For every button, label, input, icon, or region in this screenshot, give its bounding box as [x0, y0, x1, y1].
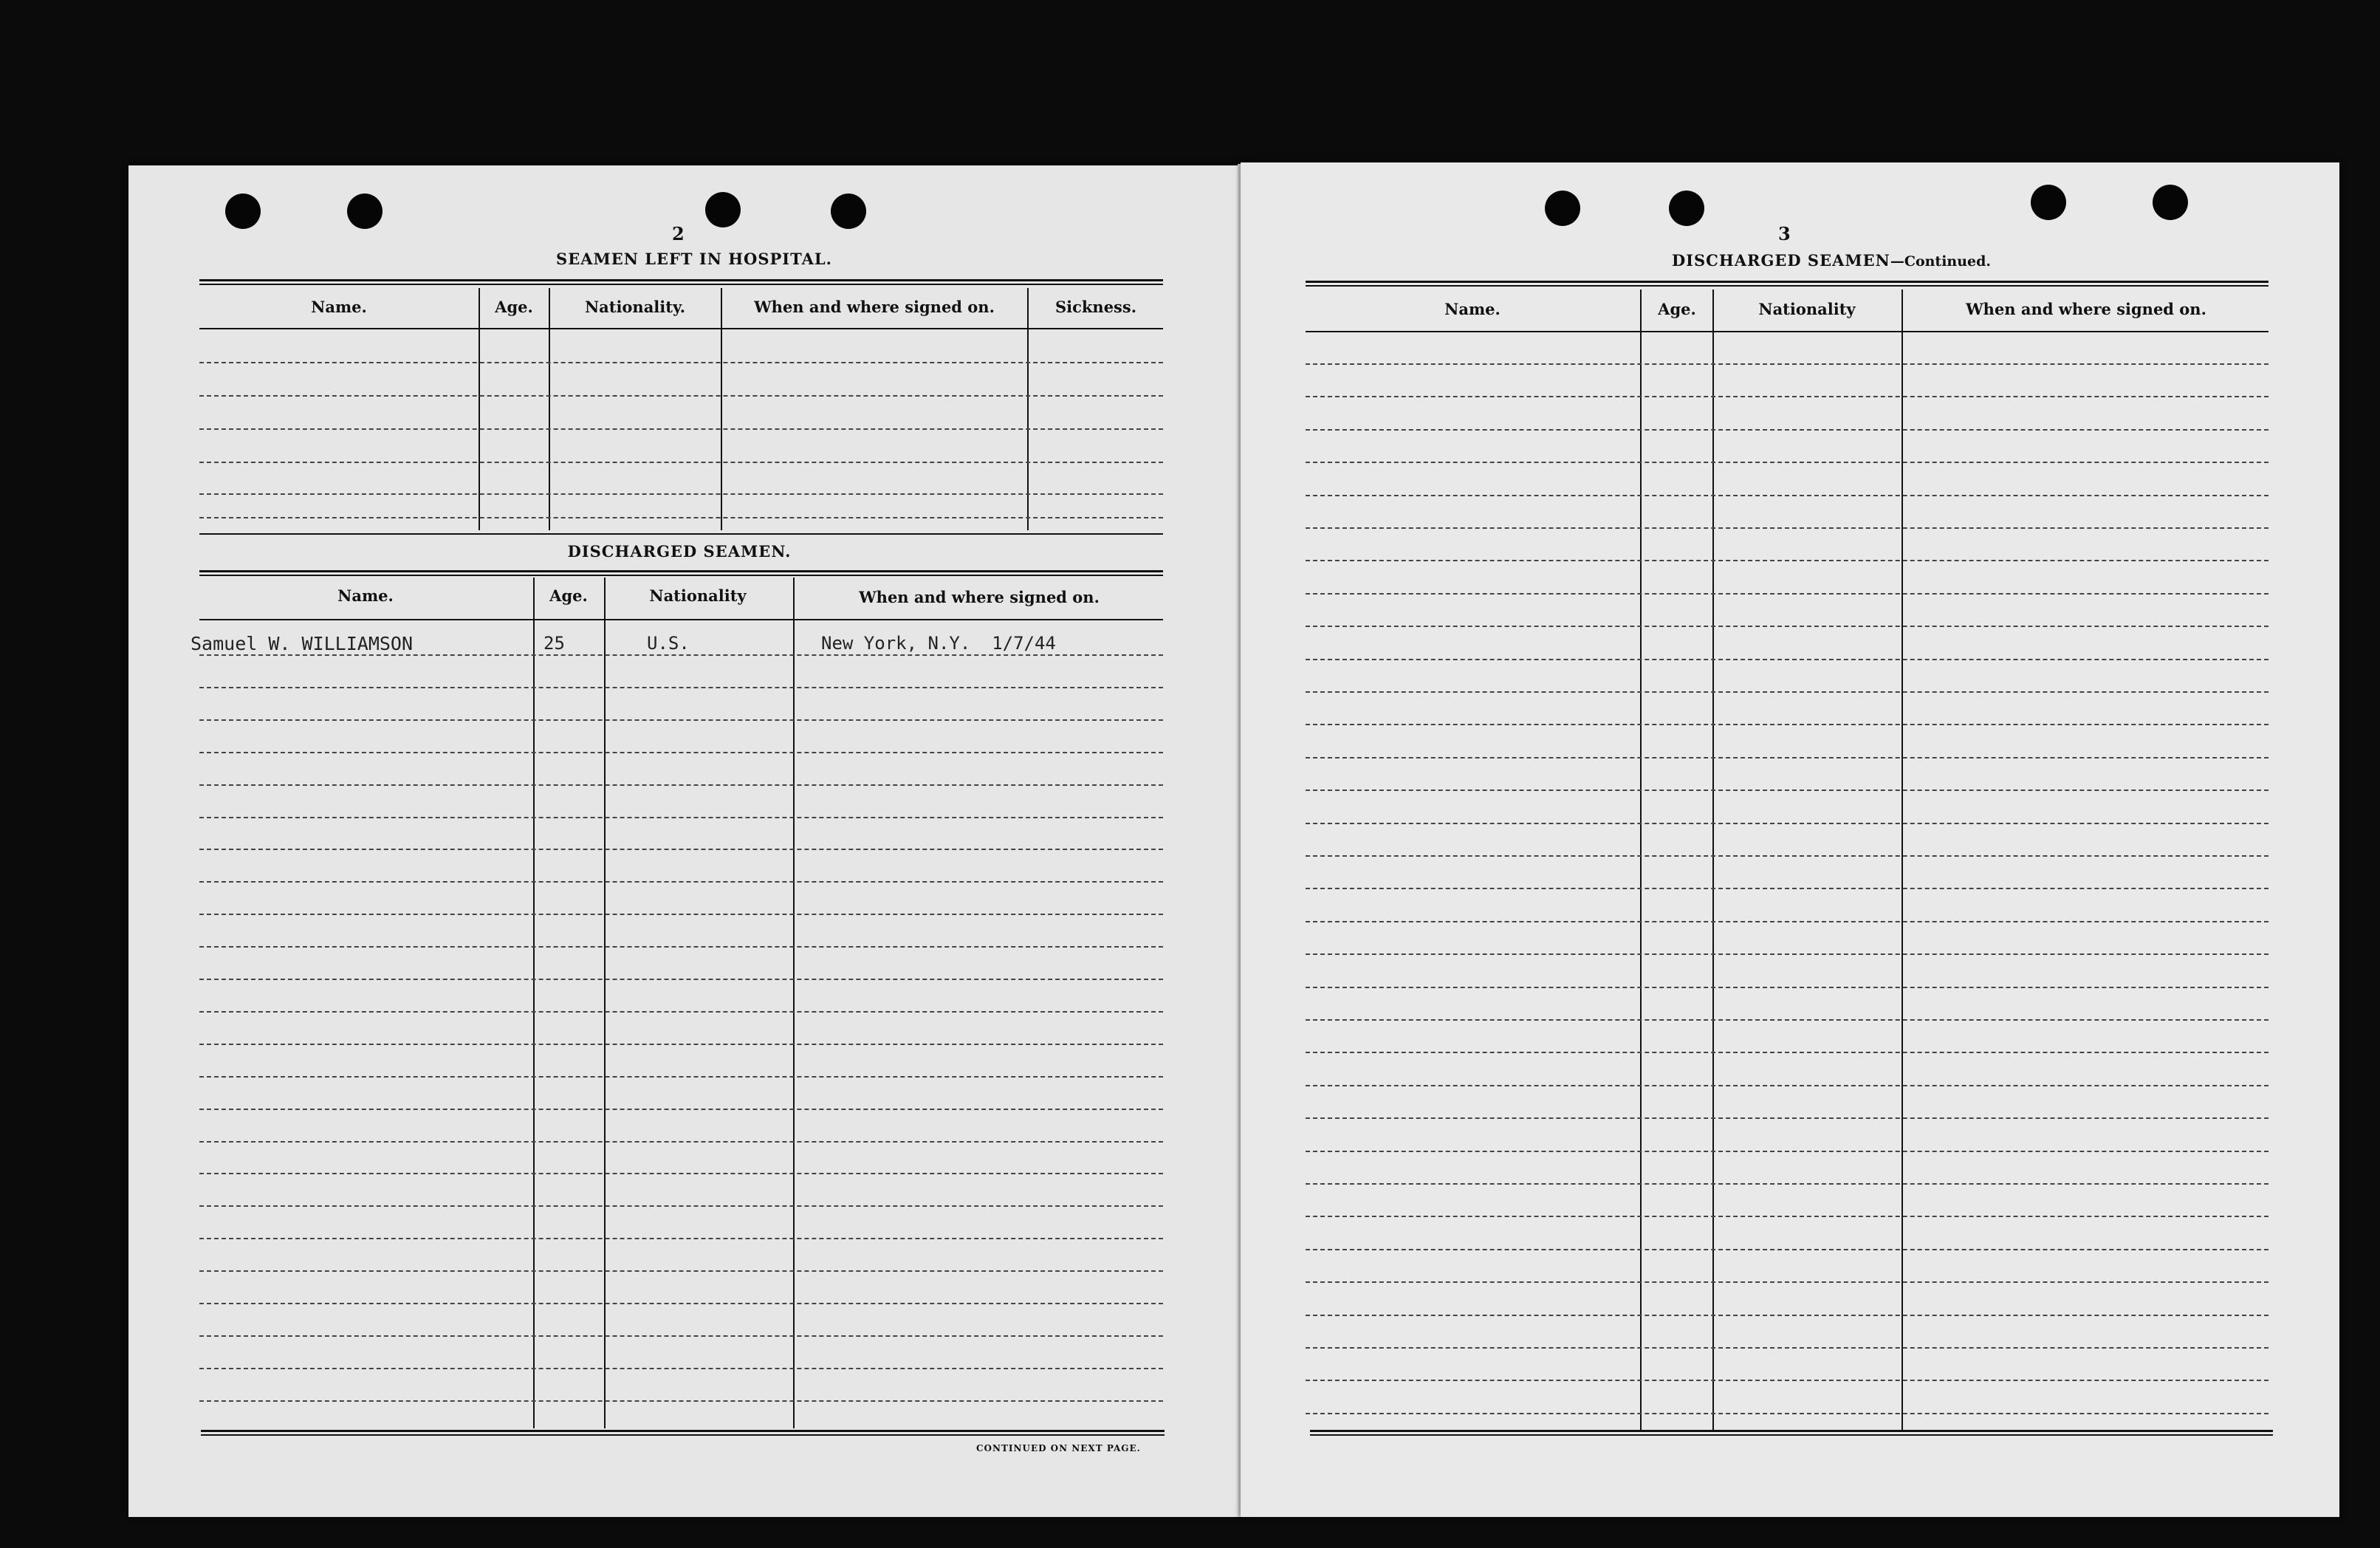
discharged-row-line	[199, 1400, 1163, 1402]
right-row-line	[1306, 626, 2268, 627]
page-number: 2	[672, 223, 685, 244]
discharged-row-line	[199, 1238, 1163, 1239]
right-section-title	[1610, 251, 2053, 270]
discharged-row-line	[199, 784, 1163, 786]
discharged-row-line	[199, 1173, 1163, 1174]
continued-footnote: CONTINUED ON NEXT PAGE.	[976, 1443, 1141, 1453]
left-page	[128, 165, 1244, 1517]
hospital-col-sickness: Sickness.	[1054, 298, 1137, 316]
discharged-row-line	[199, 849, 1163, 850]
right-title-main: DISCHARGED SEAMEN	[1671, 251, 1890, 270]
right-row-line	[1306, 790, 2268, 791]
punch-hole	[2153, 185, 2188, 220]
punch-hole	[1545, 191, 1580, 226]
discharged-col-signed-on: When and where signed on.	[859, 588, 1100, 606]
discharged-row-line	[199, 1205, 1163, 1207]
hospital-bottom-rule	[199, 533, 1163, 535]
right-bottom-rule	[1310, 1430, 2273, 1436]
discharged-row-line	[199, 881, 1163, 883]
discharged-bottom-rule	[201, 1430, 1165, 1436]
hospital-row-line	[199, 362, 1163, 363]
discharged-top-rule	[199, 570, 1163, 576]
discharged-col-nationality: Nationality	[649, 586, 747, 605]
right-row-line	[1306, 429, 2268, 431]
right-col-divider	[1901, 290, 1903, 1431]
discharged-row-line	[199, 1044, 1163, 1045]
hospital-col-nationality: Nationality.	[584, 298, 686, 316]
page-number: 3	[1778, 223, 1791, 244]
discharged-section-title: DISCHARGED SEAMEN.	[567, 542, 792, 561]
right-header-rule	[1306, 331, 2268, 332]
hospital-header-rule	[199, 328, 1163, 329]
punch-hole	[225, 194, 261, 229]
discharged-row-line	[199, 687, 1163, 688]
discharged-row-line	[199, 654, 1163, 656]
right-row-line	[1306, 953, 2268, 955]
right-row-line	[1306, 1249, 2268, 1250]
discharged-row-line	[199, 1303, 1163, 1304]
discharged-row-line	[199, 1368, 1163, 1369]
right-col-divider	[1640, 290, 1642, 1431]
right-row-line	[1306, 888, 2268, 889]
right-row-line	[1306, 1183, 2268, 1185]
right-row-line	[1306, 1281, 2268, 1283]
hospital-col-age: Age.	[495, 298, 533, 316]
discharged-col-divider	[793, 578, 795, 1428]
discharged-row-line	[199, 1335, 1163, 1337]
discharged-row-line	[199, 1270, 1163, 1272]
right-row-line	[1306, 1117, 2268, 1119]
right-row-line	[1306, 987, 2268, 988]
right-row-line	[1306, 1019, 2268, 1021]
right-col-name: Name.	[1444, 300, 1501, 318]
discharged-row-line	[199, 1076, 1163, 1078]
discharged-col-divider	[533, 578, 535, 1428]
hospital-row-line	[199, 395, 1163, 397]
hospital-row-line	[199, 462, 1163, 463]
right-col-signed-on: When and where signed on.	[1966, 300, 2206, 318]
right-row-line	[1306, 1151, 2268, 1152]
right-row-line	[1306, 396, 2268, 397]
right-row-line	[1306, 593, 2268, 595]
discharged-header-rule	[199, 619, 1163, 620]
right-row-line	[1306, 462, 2268, 463]
right-row-line	[1306, 1380, 2268, 1381]
discharged-row-line	[199, 752, 1163, 753]
discharged-row-line	[199, 817, 1163, 818]
hospital-col-name: Name.	[311, 298, 367, 316]
right-row-line	[1306, 527, 2268, 529]
hospital-row-line	[199, 493, 1163, 495]
hospital-row-line	[199, 428, 1163, 430]
table-row-signed-on: New York, N.Y. 1/7/44	[821, 633, 1056, 654]
right-top-rule	[1306, 281, 2268, 287]
right-row-line	[1306, 855, 2268, 857]
right-col-divider	[1712, 290, 1714, 1431]
hospital-col-signed-on: When and where signed on.	[754, 298, 995, 316]
punch-hole	[1669, 191, 1704, 226]
right-row-line	[1306, 921, 2268, 922]
right-col-nationality: Nationality	[1758, 300, 1856, 318]
right-title-continued: —Continued.	[1890, 253, 1992, 270]
table-row-name: Samuel W. WILLIAMSON	[191, 633, 414, 654]
table-row-nationality: U.S.	[647, 633, 690, 654]
right-row-line	[1306, 1216, 2268, 1217]
right-row-line	[1306, 363, 2268, 365]
hospital-top-rule	[199, 279, 1163, 285]
right-row-line	[1306, 724, 2268, 725]
discharged-row-line	[199, 979, 1163, 980]
punch-hole	[347, 194, 383, 229]
right-col-age: Age.	[1658, 300, 1696, 318]
discharged-row-line	[199, 1141, 1163, 1143]
discharged-row-line	[199, 914, 1163, 915]
punch-hole	[2031, 185, 2066, 220]
right-page	[1241, 162, 2339, 1517]
table-row-age: 25	[543, 633, 565, 654]
right-row-line	[1306, 691, 2268, 693]
discharged-row-line	[199, 946, 1163, 948]
right-row-line	[1306, 560, 2268, 561]
discharged-col-name: Name.	[337, 586, 394, 605]
right-row-line	[1306, 1315, 2268, 1316]
punch-hole	[831, 194, 866, 229]
right-row-line	[1306, 1085, 2268, 1086]
right-row-line	[1306, 495, 2268, 496]
punch-hole	[705, 192, 741, 227]
discharged-row-line	[199, 1109, 1163, 1110]
discharged-col-age: Age.	[549, 586, 588, 605]
hospital-section-title: SEAMEN LEFT IN HOSPITAL.	[556, 250, 832, 268]
right-row-line	[1306, 1052, 2268, 1053]
right-row-line	[1306, 659, 2268, 660]
discharged-row-line	[199, 719, 1163, 721]
discharged-col-divider	[604, 578, 606, 1428]
right-row-line	[1306, 757, 2268, 758]
right-row-line	[1306, 1347, 2268, 1349]
right-row-line	[1306, 1413, 2268, 1414]
right-row-line	[1306, 823, 2268, 824]
hospital-row-line	[199, 517, 1163, 518]
discharged-row-line	[199, 1011, 1163, 1013]
